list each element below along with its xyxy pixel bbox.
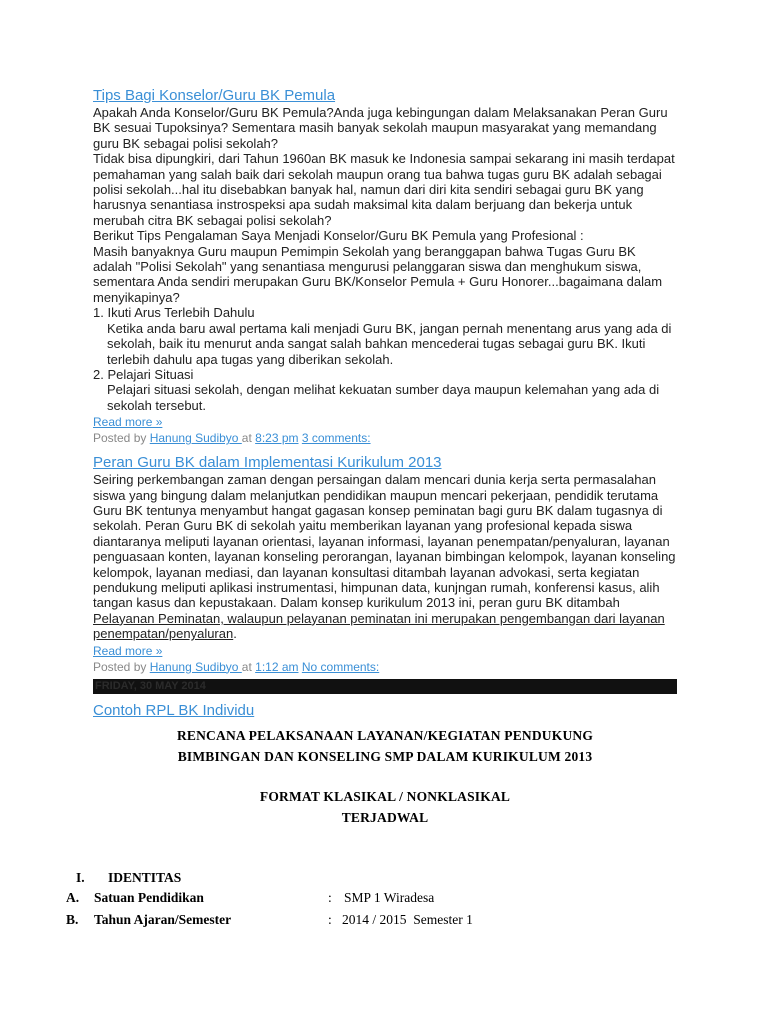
comments-link[interactable]: 3 comments:	[301, 431, 371, 446]
post-peran	[93, 453, 677, 673]
posted-by-label: Posted by	[93, 659, 147, 674]
at-label: at	[241, 659, 252, 674]
doc-format-line: TERJADWAL	[341, 809, 429, 825]
paragraph: Tidak bisa dipungkiri, dari Tahun 1960an BK masuk ke Indonesia sampai sekarang ini masih terdapat pemahaman yang salah baik dari sekolah maupun orang tua bahwa tugas guru BK adalah sebagai polisi sekolah...hal itu disebabkan banyak hal, namun dari diri kita sendiri sebagai guru BK yang harusnya senantiasa instrospeksi apa sudah maksimal kita dalam berjuang dan bekerja untuk merubah citra BK sebagai polisi sekolah?	[93, 151, 675, 228]
body-end: .	[233, 626, 237, 642]
doc-format-line: FORMAT KLASIKAL / NONKLASIKAL	[259, 788, 511, 804]
peminatan-link[interactable]: Pelayanan Peminatan, walaupun pelayanan peminatan ini merupakan pengembangan dari layanan penempatan/penyaluran	[93, 610, 665, 642]
section-heading	[76, 870, 85, 886]
section-label: IDENTITAS	[108, 870, 182, 885]
row-colon: :	[328, 912, 332, 927]
post-title-peran[interactable]: Peran Guru BK dalam Implementasi Kurikulum 2013	[93, 454, 442, 472]
date-header: FRIDAY, 30 MAY 2014	[93, 679, 677, 694]
body-text: Seiring perkembangan zaman dengan persaingan dalam mencari dunia kerja serta permasalahan siswa yang bingung dalam melanjutkan pendidikan maupun mencari pekerjaan, pendidik terutama Guru BK tentunya menyambut hangat gagasan konsep peminatan bagi guru BK dalam tugasnya di sekolah. Peran Guru BK di sekolah yaitu memberikan layanan yang profesional kepada siswa diantaranya meliputi layanan orientasi, layanan informasi, layanan penempatan/penyaluran, layanan penguasaan konten, layanan konseling perorangan, layanan bimbingan kelompok, layanan konseling kelompok, layanan mediasi, dan layanan konsultasi ditambah layanan advokasi, serta kegiatan pendukung meliputi aplikasi instrumentasi, himpunan data, kunjngan rumah, konferensi kasus, alih tangan kasus dan kepustakaan. Dalam konsep kurikulum 2013 ini, peran guru BK ditambah	[93, 472, 676, 611]
section-number: I.	[76, 870, 85, 885]
read-more-link[interactable]: Read more »	[93, 643, 163, 658]
author-link[interactable]: Hanung Sudibyo	[149, 431, 242, 446]
post-meta	[93, 431, 677, 445]
list-heading: 2. Pelajari Situasi	[93, 366, 194, 382]
row-value: 2014 / 2015 Semester 1	[342, 912, 473, 927]
post-meta	[93, 660, 677, 674]
at-label: at	[241, 431, 252, 446]
paragraph: Apakah Anda Konselor/Guru BK Pemula?Anda juga kebingungan dalam Melaksanakan Peran Guru BK sesuai Tupoksinya? Sementara masih banyak sekolah maupun masyarakat yang memandang guru BK sebagai polisi sekolah?	[93, 105, 668, 151]
doc-title-line: BIMBINGAN DAN KONSELING SMP DALAM KURIKULUM 2013	[177, 748, 593, 764]
post-time-link[interactable]: 8:23 pm	[255, 431, 299, 446]
row-value: SMP 1 Wiradesa	[344, 890, 435, 905]
read-more-link[interactable]: Read more »	[93, 415, 163, 430]
list-heading: 1. Ikuti Arus Terlebih Dahulu	[93, 305, 255, 321]
blog-page	[93, 86, 677, 828]
doc-title-line: RENCANA PELAKSANAAN LAYANAN/KEGIATAN PENDUKUNG	[176, 727, 594, 743]
post-time-link[interactable]: 1:12 am	[255, 659, 299, 674]
row-label: Tahun Ajaran/Semester	[94, 912, 232, 927]
post-body	[93, 472, 677, 641]
row-letter: A.	[66, 890, 80, 905]
paragraph: Ketika anda baru awal pertama kali menjadi Guru BK, jangan pernah menentang arus yang ada di sekolah, baik itu menurut anda sangat salah bahkan mencederai tugas sebagai guru BK. Ikuti terlebih dahulu apa tugas yang diberikan sekolah.	[107, 320, 672, 367]
paragraph	[93, 472, 677, 641]
post-title-tips[interactable]: Tips Bagi Konselor/Guru BK Pemula	[93, 87, 336, 104]
document-embed	[93, 725, 677, 828]
comments-link[interactable]: No comments:	[301, 659, 380, 674]
paragraph: Pelajari situasi sekolah, dengan melihat kekuatan sumber daya maupun kelemahan yang ada di sekolah tersebut.	[107, 382, 660, 413]
row-letter: B.	[66, 912, 79, 927]
paragraph: Masih banyaknya Guru maupun Pemimpin Sekolah yang beranggapan bahwa Tugas Guru BK adalah "Polisi Sekolah" yang senantiasa mengurusi pelanggaran siswa dan menghukum siswa, sementara Anda sendiri merupakan Guru BK/Konselor Pemula + Guru Honorer...bagaimana dalam menyikapinya?	[93, 243, 663, 305]
author-link[interactable]: Hanung Sudibyo	[149, 659, 242, 674]
row-label: Satuan Pendidikan	[94, 890, 204, 905]
post-title-rpl[interactable]: Contoh RPL BK Individu	[93, 701, 255, 719]
paragraph: Berikut Tips Pengalaman Saya Menjadi Konselor/Guru BK Pemula yang Profesional :	[93, 228, 584, 244]
post-body	[93, 105, 677, 413]
post-tips	[93, 86, 677, 445]
row-colon: :	[328, 890, 332, 905]
post-rpl	[93, 701, 677, 828]
posted-by-label: Posted by	[93, 431, 147, 446]
